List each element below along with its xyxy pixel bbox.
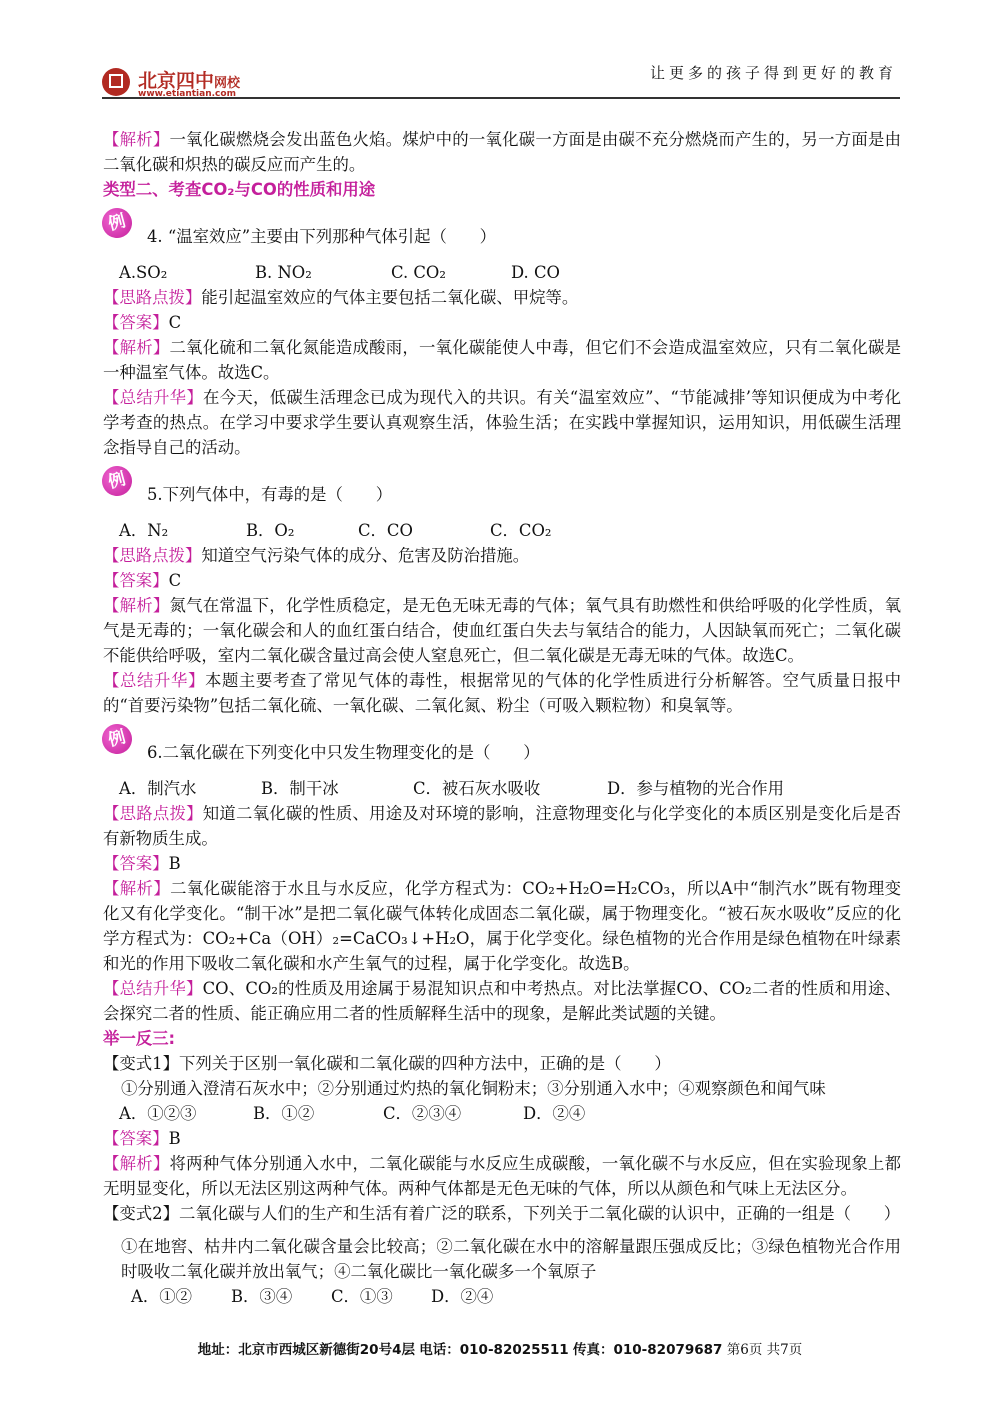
logo-url: www.etiantian.com bbox=[138, 89, 236, 99]
example-6-hint: 【思路点拨】知道二氧化碳的性质、用途及对环境的影响，注意物理变化与化学变化的本质区别是变化后是否有新物质生成。 bbox=[103, 804, 901, 848]
logo-emblem-icon bbox=[102, 68, 130, 96]
variant-1-analysis: 【解析】将两种气体分别通入水中，二氧化碳能与水反应生成碳酸，一氧化碳不与水反应，但在实验现象上都无明显变化，所以无法区别这两种气体。两种气体都是无色无味的气体，所以从颜色和气味上无法区分。 bbox=[103, 1154, 902, 1198]
footer-phone: 010-82025511 bbox=[459, 1342, 569, 1358]
example-5-analysis: 【解析】氮气在常温下，化学性质稳定，是无色无味无毒的气体；氧气具有助燃性和供给呼吸的化学性质，氧气是无毒的；一氧化碳会和人的血红蛋白结合，使血红蛋白失去与氧结合的能力，人因缺氧而死亡；二氧化碳不能供给呼吸，室内二氧化碳含量过高会使人窒息死亡，但二氧化碳是无毒无味的气体。故选C。 bbox=[103, 596, 902, 665]
example-6-analysis: 【解析】二氧化碳能溶于水且与水反应，化学方程式为：CO₂+H₂O=H₂CO₃，所以A中“制汽水”既有物理变化又有化学变化。“制干冰”是把二氧化碳气体转化成固态二氧化碳，属于物理变化。“被石灰水吸收”反应的化学方程式为：CO₂+Ca（OH）₂=CaCO₃↓+H₂O，属于化学变化。绿色植物的光合作用是绿色植物在叶绿素和光的作用下吸收二氧化碳和水产生氧气的过程，属于化学变化。故选B。 bbox=[103, 879, 902, 973]
option: A．①②③ bbox=[119, 1104, 197, 1123]
example-6-question: 6.二氧化碳在下列变化中只发生物理变化的是（ ） bbox=[147, 743, 540, 762]
variant-2-statements: ①在地窖、枯井内二氧化碳含量会比较高；②二氧化碳在水中的溶解量跟压强成反比；③绿色植物光合作用时吸收二氧化碳并放出氧气；④二氧化碳比一氧化碳多一个氧原子 bbox=[121, 1237, 901, 1281]
logo-name: 北京四中 bbox=[138, 70, 215, 92]
example-5-summary: 【总结升华】本题主要考查了常见气体的毒性，根据常见的气体的化学性质进行分析解答。空气质量日报中的“首要污染物”包括二氧化硫、一氧化碳、二氧化氮、粉尘（可吸入颗粒物）和臭氧等。 bbox=[103, 671, 902, 715]
option: B. NO₂ bbox=[255, 263, 312, 282]
option: C. CO₂ bbox=[391, 263, 446, 282]
variant-1-question: 【变式1】下列关于区别一氧化碳和二氧化碳的四种方法中，正确的是（ ） bbox=[103, 1054, 671, 1073]
example-4-analysis: 【解析】二氧化硫和二氧化氮能造成酸雨，一氧化碳能使人中毒，但它们不会造成温室效应，只有二氧化碳是一种温室气体。故选C。 bbox=[103, 338, 902, 382]
logo bbox=[102, 68, 292, 98]
example-5-hint: 【思路点拨】知道空气污染气体的成分、危害及防治措施。 bbox=[103, 546, 530, 565]
example-badge-icon: 例 bbox=[99, 205, 136, 242]
option: B．制干冰 bbox=[261, 779, 339, 798]
option: B．O₂ bbox=[246, 521, 295, 540]
example-6-summary: 【总结升华】CO、CO₂的性质及用途属于易混知识点和中考热点。对比法掌握CO、CO₂二者的性质和用途、会探究二者的性质、能正确应用二者的性质解释生活中的现象，是解此类试题的关键。 bbox=[103, 979, 901, 1023]
option: C．CO₂ bbox=[490, 521, 552, 540]
option: C．被石灰水吸收 bbox=[413, 779, 541, 798]
example-4-header bbox=[103, 202, 901, 252]
option: D．②④ bbox=[431, 1287, 494, 1306]
option: D. CO bbox=[511, 263, 560, 282]
example-6-options bbox=[119, 776, 901, 801]
page-footer: 地址：北京市西城区新德街20号4层 电话：010-82025511 传真：010-82079687 第6页 共7页 bbox=[197, 1342, 803, 1358]
example-5-question: 5.下列气体中，有毒的是（ ） bbox=[147, 485, 393, 504]
example-5-options bbox=[119, 518, 901, 543]
footer-address: 北京市西城区新德街20号4层 bbox=[238, 1342, 415, 1358]
logo-suffix: 网校 bbox=[214, 76, 241, 91]
document-body bbox=[103, 127, 901, 1309]
option: C．CO bbox=[358, 521, 413, 540]
example-4-summary: 【总结升华】在今天，低碳生活理念已成为现代入的共识。有关“温室效应”、“节能减排’等知识便成为中考化学考查的热点。在学习中要求学生要认真观察生活，体验生活；在实践中掌握知识，运用知识，用低碳生活理念指导自己的活动。 bbox=[103, 388, 901, 457]
example-4-answer: 【答案】C bbox=[103, 313, 182, 332]
example-5-header bbox=[103, 460, 901, 510]
option: A．N₂ bbox=[119, 521, 169, 540]
option: B．①② bbox=[253, 1104, 315, 1123]
example-6-header bbox=[103, 718, 901, 768]
option: A．制汽水 bbox=[119, 779, 197, 798]
variant-1-answer: 【答案】B bbox=[103, 1129, 181, 1148]
option: C．①③ bbox=[331, 1287, 393, 1306]
variant-2-options bbox=[131, 1284, 901, 1309]
example-badge-icon: 例 bbox=[99, 463, 136, 500]
option: A．①② bbox=[131, 1287, 193, 1306]
option: D．参与植物的光合作用 bbox=[607, 779, 785, 798]
intro-analysis: 【解析】一氧化碳燃烧会发出蓝色火焰。煤炉中的一氧化碳一方面是由碳不充分燃烧而产生的，另一方面是由二氧化碳和炽热的碳反应而产生的。 bbox=[103, 130, 902, 174]
variant-2-question: 【变式2】二氧化碳与人们的生产和生活有着广泛的联系，下列关于二氧化碳的认识中，正确的一组是（ ） bbox=[103, 1204, 901, 1223]
example-badge-icon: 例 bbox=[99, 721, 136, 758]
header-slogan: 让更多的孩子得到更好的教育 bbox=[649, 64, 897, 82]
section-title: 类型二、考查CO₂与CO的性质和用途 bbox=[103, 180, 376, 199]
example-5-answer: 【答案】C bbox=[103, 571, 182, 590]
option: D．②④ bbox=[523, 1104, 586, 1123]
example-4-question: 4. “温室效应”主要由下列那种气体引起（ ） bbox=[147, 227, 497, 246]
option: C．②③④ bbox=[383, 1104, 462, 1123]
header-divider bbox=[102, 97, 900, 99]
option: A.SO₂ bbox=[119, 263, 168, 282]
page-number: 第6页 共7页 bbox=[726, 1342, 803, 1358]
variant-1-statements: ①分别通入澄清石灰水中；②分别通过灼热的氧化铜粉末；③分别通入水中；④观察颜色和闻气味 bbox=[121, 1079, 826, 1098]
option: B．③④ bbox=[231, 1287, 293, 1306]
example-4-options bbox=[119, 260, 901, 285]
practice-title: 举一反三: bbox=[103, 1029, 176, 1048]
footer-fax: 010-82079687 bbox=[613, 1342, 723, 1358]
example-4-hint: 【思路点拨】能引起温室效应的气体主要包括二氧化碳、甲烷等。 bbox=[103, 288, 579, 307]
variant-1-options bbox=[119, 1101, 901, 1126]
example-6-answer: 【答案】B bbox=[103, 854, 181, 873]
